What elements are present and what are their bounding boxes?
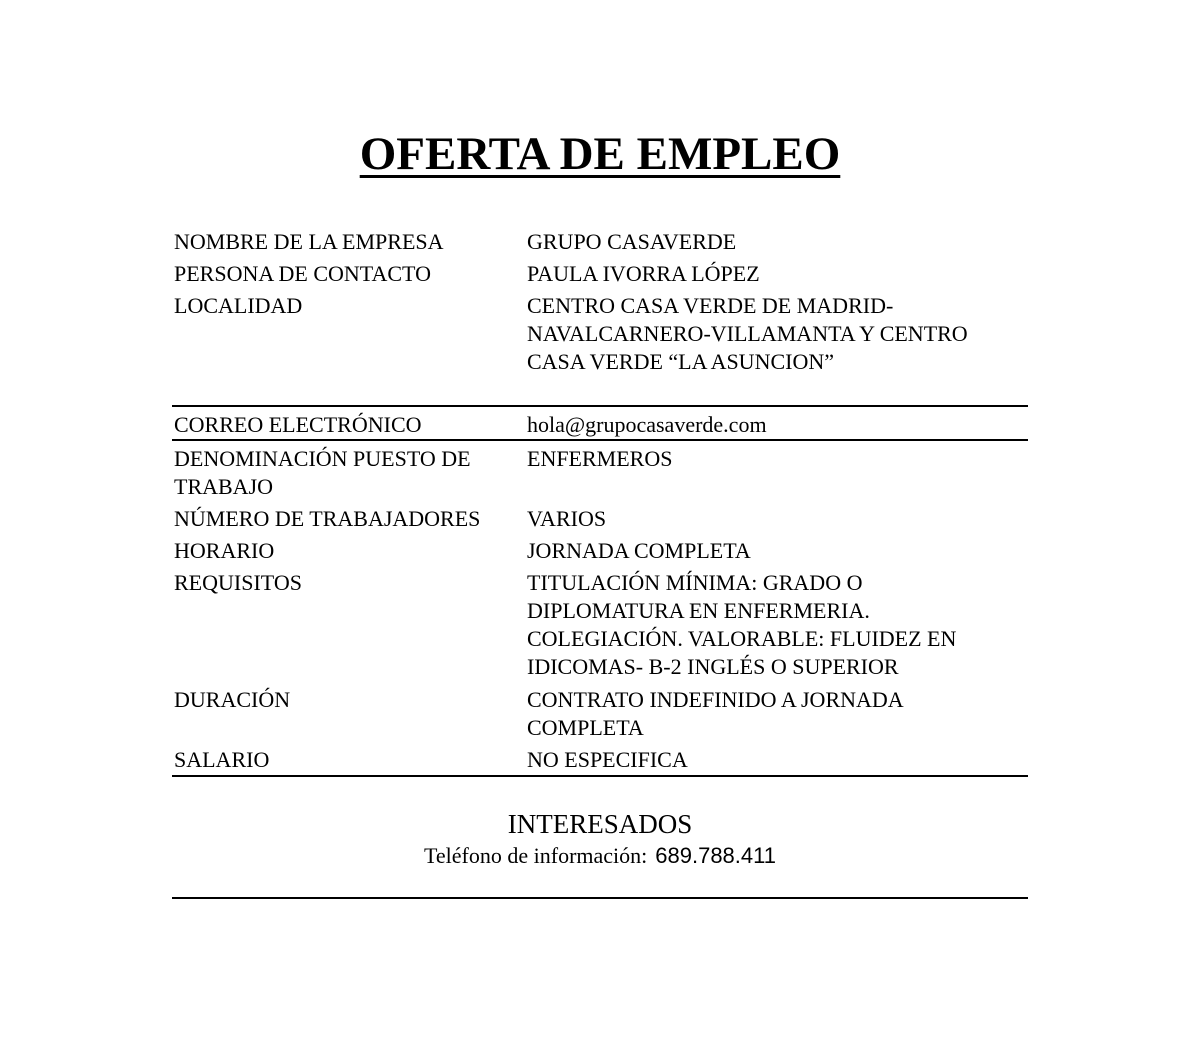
field-value-correo[interactable]: hola@grupocasaverde.com [527,412,767,437]
value-line: COMPLETA [527,715,644,740]
page-title-text: OFERTA DE EMPLEO [359,128,841,180]
field-label-empresa: NOMBRE DE LA EMPRESA [174,229,444,254]
phone-label: Teléfono de información: [424,843,648,868]
value-line: CONTRATO INDEFINIDO A JORNADA [527,687,904,712]
value-line: TITULACIÓN MÍNIMA: GRADO O [527,570,863,595]
footer-divider-rule [172,897,1028,899]
interesados-heading: INTERESADOS [507,809,693,839]
field-value-localidad [527,292,1027,376]
field-label-requisitos: REQUISITOS [174,570,302,595]
field-value-contacto: PAULA IVORRA LÓPEZ [527,261,760,286]
divider-rule [172,405,1028,407]
phone-number[interactable]: 689.788.411 [655,843,776,868]
field-label-duracion: DURACIÓN [174,687,291,712]
field-value-requisitos [527,569,1027,681]
value-line: COLEGIACIÓN. VALORABLE: FLUIDEZ EN [527,626,957,651]
field-value-duracion [527,686,1027,742]
field-value-horario: JORNADA COMPLETA [527,538,751,563]
divider-rule [172,439,1028,441]
field-label-localidad: LOCALIDAD [174,293,303,318]
divider-rule [172,775,1028,777]
label-line: DENOMINACIÓN PUESTO DE [174,446,471,471]
value-line: DIPLOMATURA EN ENFERMERIA. [527,598,870,623]
field-label-puesto [174,445,514,501]
field-label-horario: HORARIO [174,538,275,563]
value-line: CASA VERDE “LA ASUNCION” [527,349,835,374]
field-label-salario: SALARIO [174,747,270,772]
value-line: CENTRO CASA VERDE DE MADRID- [527,293,894,318]
value-line: NAVALCARNERO-VILLAMANTA Y CENTRO [527,321,968,346]
label-line: TRABAJO [174,474,274,499]
field-value-trabajadores: VARIOS [527,506,607,531]
field-value-salario: NO ESPECIFICA [527,747,688,772]
field-label-contacto: PERSONA DE CONTACTO [174,261,431,286]
field-value-empresa: GRUPO CASAVERDE [527,229,737,254]
page-title [0,126,1200,182]
field-value-puesto: ENFERMEROS [527,446,673,471]
field-label-trabajadores: NÚMERO DE TRABAJADORES [174,506,481,531]
value-line: IDICOMAS- B-2 INGLÉS O SUPERIOR [527,654,899,679]
phone-info-line [0,842,1200,870]
field-label-correo: CORREO ELECTRÓNICO [174,412,422,437]
